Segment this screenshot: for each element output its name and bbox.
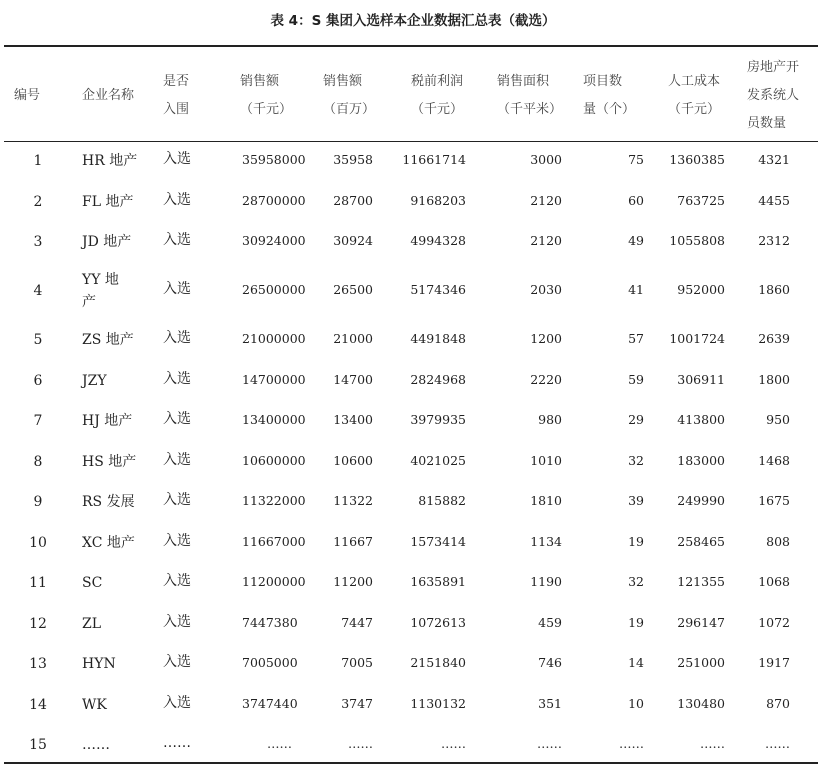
company-name-line: 产 xyxy=(82,294,96,310)
cell-selected: 入选 xyxy=(163,232,191,248)
cell-project-count: 10 xyxy=(628,696,644,711)
cell-sales-million: 7447 xyxy=(341,615,373,630)
cell-sales-area: 351 xyxy=(538,696,562,711)
cell-company-name xyxy=(82,613,101,635)
cell-sales-area: 3000 xyxy=(530,152,562,167)
cell-dev-staff: …… xyxy=(765,736,790,751)
company-name-line: WK xyxy=(82,697,107,713)
cell-labor-cost: 1055808 xyxy=(669,233,725,248)
cell-sales-area: 1190 xyxy=(530,574,562,589)
cell-sales-million: 30924 xyxy=(333,233,373,248)
cell-sales-thousand: 13400000 xyxy=(242,412,306,427)
header-selected xyxy=(163,68,189,124)
cell-selected: 入选 xyxy=(163,492,191,508)
header-line: （千元） xyxy=(411,102,464,117)
company-name-line: RS 发展 xyxy=(82,494,135,510)
cell-project-count: 60 xyxy=(628,193,644,208)
header-line: 编号 xyxy=(14,88,41,103)
cell-sales-thousand: …… xyxy=(267,736,292,751)
table-bottom-rule xyxy=(4,762,818,764)
company-name-line: HYN xyxy=(82,656,116,672)
cell-sales-thousand: 10600000 xyxy=(242,453,306,468)
cell-dev-staff: 1860 xyxy=(758,282,790,297)
header-sales-area xyxy=(497,68,562,124)
header-line: 税前利润 xyxy=(411,74,464,89)
cell-selected: …… xyxy=(163,735,191,751)
cell-sales-thousand: 35958000 xyxy=(242,152,306,167)
header-line: 入围 xyxy=(163,102,190,117)
cell-sales-thousand: 11200000 xyxy=(242,574,306,589)
cell-id: 8 xyxy=(33,454,43,470)
header-line: 企业名称 xyxy=(82,88,135,103)
cell-id: 2 xyxy=(33,194,43,210)
cell-selected: 入选 xyxy=(163,695,191,711)
header-line: 人工成本 xyxy=(668,74,721,89)
cell-pretax-profit: …… xyxy=(441,736,466,751)
header-labor-cost xyxy=(668,68,720,124)
cell-sales-thousand: 30924000 xyxy=(242,233,306,248)
cell-company-name xyxy=(82,410,132,432)
cell-sales-thousand: 3747440 xyxy=(242,696,298,711)
cell-sales-million: 3747 xyxy=(341,696,373,711)
cell-sales-area: 459 xyxy=(538,615,562,630)
cell-pretax-profit: 4491848 xyxy=(410,331,466,346)
header-sales-thousand xyxy=(240,68,292,124)
cell-labor-cost: 183000 xyxy=(677,453,725,468)
company-name-line: FL 地产 xyxy=(82,194,134,210)
cell-pretax-profit: 1573414 xyxy=(410,534,466,549)
company-name-line: …… xyxy=(82,737,110,753)
cell-id: 13 xyxy=(29,656,47,672)
cell-labor-cost: 121355 xyxy=(677,574,725,589)
cell-dev-staff: 1675 xyxy=(758,493,790,508)
cell-sales-million: 26500 xyxy=(333,282,373,297)
cell-pretax-profit: 1130132 xyxy=(410,696,466,711)
cell-project-count: 59 xyxy=(628,372,644,387)
header-line: 是否 xyxy=(163,74,190,89)
cell-selected: 入选 xyxy=(163,151,191,167)
cell-sales-million: 28700 xyxy=(333,193,373,208)
cell-id: 5 xyxy=(33,332,43,348)
header-company-name xyxy=(82,82,134,110)
cell-company-name xyxy=(82,191,133,213)
cell-pretax-profit: 2824968 xyxy=(410,372,466,387)
header-line: 销售面积 xyxy=(497,74,550,89)
cell-project-count: 49 xyxy=(628,233,644,248)
cell-sales-million: 13400 xyxy=(333,412,373,427)
cell-sales-area: 980 xyxy=(538,412,562,427)
cell-labor-cost: 251000 xyxy=(677,655,725,670)
cell-selected: 入选 xyxy=(163,533,191,549)
cell-pretax-profit: 1635891 xyxy=(410,574,466,589)
header-line: 项目数 xyxy=(583,74,623,89)
cell-project-count: 29 xyxy=(628,412,644,427)
header-line: 发系统人 xyxy=(747,88,800,103)
cell-id: 1 xyxy=(33,153,43,169)
cell-pretax-profit: 4021025 xyxy=(410,453,466,468)
cell-id: 7 xyxy=(33,413,43,429)
cell-company-name xyxy=(82,370,107,392)
cell-selected: 入选 xyxy=(163,371,191,387)
cell-labor-cost: 763725 xyxy=(677,193,725,208)
cell-sales-thousand: 26500000 xyxy=(242,282,306,297)
company-name-line: ZS 地产 xyxy=(82,332,134,348)
cell-dev-staff: 950 xyxy=(766,412,790,427)
cell-sales-million: 21000 xyxy=(333,331,373,346)
cell-selected: 入选 xyxy=(163,281,191,297)
header-line: 销售额 xyxy=(323,74,363,89)
cell-company-name xyxy=(82,491,135,513)
company-name-line: SC xyxy=(82,575,103,591)
cell-id: 4 xyxy=(33,283,43,299)
cell-sales-thousand: 7005000 xyxy=(242,655,298,670)
cell-dev-staff: 2312 xyxy=(758,233,790,248)
cell-company-name xyxy=(82,150,137,172)
header-line: （千元） xyxy=(668,102,721,117)
cell-dev-staff: 1072 xyxy=(758,615,790,630)
cell-id: 10 xyxy=(29,535,47,551)
cell-id: 3 xyxy=(33,234,43,250)
cell-id: 12 xyxy=(29,616,47,632)
cell-id: 14 xyxy=(29,697,47,713)
cell-labor-cost: 1360385 xyxy=(669,152,725,167)
cell-project-count: 41 xyxy=(628,282,644,297)
cell-id: 9 xyxy=(33,494,43,510)
cell-sales-million: …… xyxy=(348,736,373,751)
company-name-line: ZL xyxy=(82,616,102,632)
header-line: 房地产开 xyxy=(747,60,800,75)
cell-sales-area: 1134 xyxy=(530,534,562,549)
cell-pretax-profit: 2151840 xyxy=(410,655,466,670)
cell-project-count: 19 xyxy=(628,534,644,549)
cell-sales-area: 746 xyxy=(538,655,562,670)
cell-sales-area: 2120 xyxy=(530,193,562,208)
cell-sales-area: 2030 xyxy=(530,282,562,297)
cell-dev-staff: 4321 xyxy=(758,152,790,167)
cell-company-name xyxy=(82,329,134,351)
cell-selected: 入选 xyxy=(163,654,191,670)
cell-sales-million: 11667 xyxy=(333,534,373,549)
company-name-line: HR 地产 xyxy=(82,153,138,169)
cell-company-name xyxy=(82,694,107,716)
cell-selected: 入选 xyxy=(163,192,191,208)
header-line: （千元） xyxy=(240,102,293,117)
cell-sales-area: …… xyxy=(537,736,562,751)
header-pretax-profit xyxy=(411,68,463,124)
cell-sales-thousand: 28700000 xyxy=(242,193,306,208)
cell-company-name xyxy=(82,653,116,675)
cell-project-count: 32 xyxy=(628,574,644,589)
header-sales-million xyxy=(323,68,375,124)
header-id xyxy=(14,82,40,110)
cell-project-count: 75 xyxy=(628,152,644,167)
cell-dev-staff: 1068 xyxy=(758,574,790,589)
cell-pretax-profit: 5174346 xyxy=(410,282,466,297)
header-dev-staff xyxy=(747,54,799,138)
cell-sales-thousand: 7447380 xyxy=(242,615,298,630)
company-name-line: XC 地产 xyxy=(82,535,135,551)
table-top-rule xyxy=(4,45,818,47)
cell-id: 6 xyxy=(33,373,43,389)
cell-pretax-profit: 9168203 xyxy=(410,193,466,208)
header-line: 量（个） xyxy=(583,102,636,117)
header-line: （百万） xyxy=(323,102,376,117)
header-line: 销售额 xyxy=(240,74,280,89)
cell-dev-staff: 870 xyxy=(766,696,790,711)
cell-sales-area: 1200 xyxy=(530,331,562,346)
cell-company-name xyxy=(82,269,119,313)
cell-sales-thousand: 11322000 xyxy=(242,493,306,508)
cell-project-count: …… xyxy=(619,736,644,751)
header-line: （千平米） xyxy=(497,102,563,117)
company-name-line: HJ 地产 xyxy=(82,413,133,429)
cell-project-count: 19 xyxy=(628,615,644,630)
cell-sales-thousand: 21000000 xyxy=(242,331,306,346)
cell-labor-cost: 1001724 xyxy=(669,331,725,346)
cell-labor-cost: 130480 xyxy=(677,696,725,711)
cell-sales-area: 2120 xyxy=(530,233,562,248)
cell-dev-staff: 1468 xyxy=(758,453,790,468)
cell-selected: 入选 xyxy=(163,573,191,589)
table-header-rule xyxy=(4,141,818,142)
cell-dev-staff: 808 xyxy=(766,534,790,549)
cell-dev-staff: 1800 xyxy=(758,372,790,387)
cell-pretax-profit: 4994328 xyxy=(410,233,466,248)
cell-labor-cost: 249990 xyxy=(677,493,725,508)
cell-labor-cost: 413800 xyxy=(677,412,725,427)
cell-labor-cost: 258465 xyxy=(677,534,725,549)
cell-selected: 入选 xyxy=(163,614,191,630)
cell-project-count: 39 xyxy=(628,493,644,508)
cell-company-name xyxy=(82,734,110,756)
cell-project-count: 14 xyxy=(628,655,644,670)
cell-sales-thousand: 14700000 xyxy=(242,372,306,387)
cell-sales-million: 10600 xyxy=(333,453,373,468)
company-name-line: HS 地产 xyxy=(82,454,137,470)
cell-selected: 入选 xyxy=(163,411,191,427)
cell-project-count: 32 xyxy=(628,453,644,468)
cell-project-count: 57 xyxy=(628,331,644,346)
cell-sales-area: 1010 xyxy=(530,453,562,468)
cell-sales-million: 35958 xyxy=(333,152,373,167)
cell-company-name xyxy=(82,572,102,594)
cell-sales-million: 11322 xyxy=(333,493,373,508)
table-caption: 表 4：S 集团入选样本企业数据汇总表（截选） xyxy=(270,13,556,29)
cell-labor-cost: 296147 xyxy=(677,615,725,630)
header-line: 员数量 xyxy=(747,116,787,131)
cell-sales-million: 7005 xyxy=(341,655,373,670)
cell-dev-staff: 2639 xyxy=(758,331,790,346)
cell-dev-staff: 4455 xyxy=(758,193,790,208)
cell-pretax-profit: 3979935 xyxy=(410,412,466,427)
header-project-count xyxy=(583,68,635,124)
cell-id: 15 xyxy=(29,737,47,753)
cell-selected: 入选 xyxy=(163,330,191,346)
cell-dev-staff: 1917 xyxy=(758,655,790,670)
company-name-line: YY 地 xyxy=(82,272,119,288)
cell-sales-million: 11200 xyxy=(333,574,373,589)
company-name-line: JZY xyxy=(82,373,107,389)
cell-labor-cost: 952000 xyxy=(677,282,725,297)
cell-pretax-profit: 815882 xyxy=(418,493,466,508)
cell-sales-area: 2220 xyxy=(530,372,562,387)
cell-selected: 入选 xyxy=(163,452,191,468)
cell-labor-cost: …… xyxy=(700,736,725,751)
cell-labor-cost: 306911 xyxy=(677,372,725,387)
cell-id: 11 xyxy=(29,575,47,591)
cell-sales-area: 1810 xyxy=(530,493,562,508)
cell-company-name xyxy=(82,451,136,473)
cell-sales-thousand: 11667000 xyxy=(242,534,306,549)
cell-company-name xyxy=(82,532,135,554)
cell-pretax-profit: 1072613 xyxy=(410,615,466,630)
cell-sales-million: 14700 xyxy=(333,372,373,387)
cell-pretax-profit: 11661714 xyxy=(402,152,466,167)
company-name-line: JD 地产 xyxy=(82,234,132,250)
cell-company-name xyxy=(82,231,131,253)
